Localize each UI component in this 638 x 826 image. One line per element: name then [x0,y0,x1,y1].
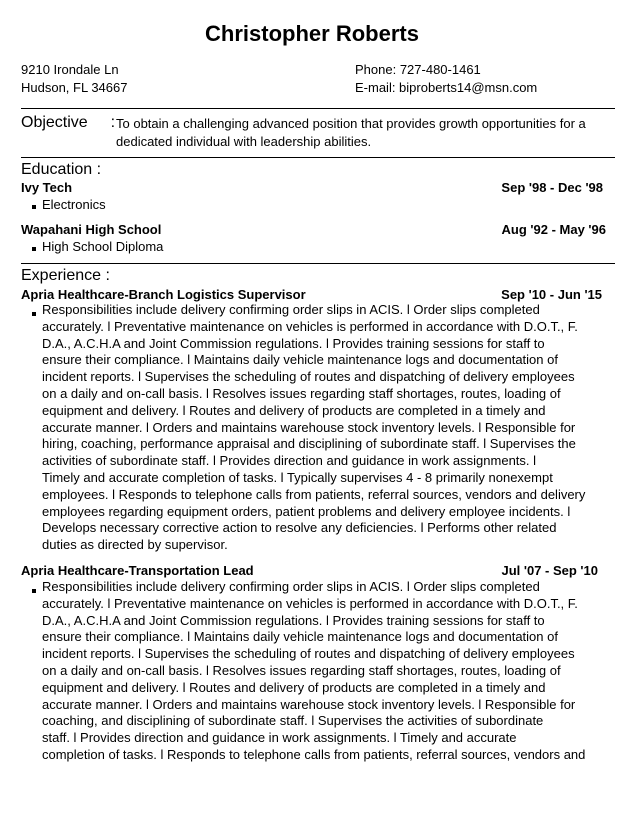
experience-dates: Jul '07 - Sep '10 [501,563,598,578]
description-line: staff. l Provides direction and guidance in work assignments. l Timely and accurate [42,730,517,746]
description-line: accurately. l Preventative maintenance on vehicles is performed in accordance with D.O.T., F. [42,318,578,334]
experience-description [42,579,586,764]
description-line: duties as directed by supervisor. [42,537,228,553]
description-line: employees regarding equipment orders, patient problems and delivery employee incidents. l [42,503,571,519]
description-line: on a daily and on-call basis. l Resolves issues regarding staff shortages, routes, loading of [42,662,561,678]
description-line: D.A., A.C.H.A and Joint Commission regulations. l Provides training sessions for staff to [42,612,545,628]
description-line: on a daily and on-call basis. l Resolves issues regarding staff shortages, routes, loading of [42,385,561,401]
description-line: accurate manner. l Orders and maintains warehouse stock inventory levels. l Responsible for [42,696,576,712]
description-line: Timely and accurate completion of tasks. l Typically supervises 4 - 8 primarily nonexempt [42,469,553,485]
objective-line: To obtain a challenging advanced position that provides growth opportunities for a [116,116,586,131]
objective-line: dedicated individual with leadership abilities. [116,134,372,149]
education-dates: Sep '98 - Dec '98 [501,180,603,195]
description-line: accurately. l Preventative maintenance on vehicles is performed in accordance with D.O.T., F. [42,595,578,611]
candidate-name: Christopher Roberts [205,21,419,46]
description-line: activities of subordinate staff. l Provides direction and guidance in work assignments. l [42,453,537,469]
objective-text [116,115,596,151]
description-line: equipment and delivery. l Routes and delivery of products are completed in a timely and [42,679,546,695]
experience-description [42,302,586,554]
objective-heading [21,113,115,133]
description-line: accurate manner. l Orders and maintains warehouse stock inventory levels. l Responsible for [42,419,576,435]
description-line: ensure their compliance. l Maintains daily vehicle maintenance logs and documentation of [42,629,558,645]
bullet-icon [32,205,36,209]
description-line: D.A., A.C.H.A and Joint Commission regulations. l Provides training sessions for staff to [42,335,545,351]
bullet-icon [32,247,36,251]
description-line: incident reports. l Supervises the scheduling of routes and dispatching of delivery employees [42,646,575,662]
experience-dates: Sep '10 - Jun '15 [501,287,602,302]
education-school: Ivy Tech [21,180,73,195]
description-line: hiring, coaching, performance appraisal and disciplining of subordinate staff. l Supervises the [42,436,576,452]
objective-title: Objective [21,114,88,131]
divider-education [21,157,615,158]
email-address: E-mail: biproberts14@msn.com [355,80,538,95]
description-line: incident reports. l Supervises the scheduling of routes and dispatching of delivery employees [42,369,575,385]
education-detail: High School Diploma [42,239,164,254]
address-line-1: 9210 Irondale Ln [21,62,119,77]
education-detail: Electronics [42,197,106,212]
bullet-icon [32,589,36,593]
description-line: Responsibilities include delivery confirming order slips in ACIS. l Order slips completed [42,579,540,594]
description-line: equipment and delivery. l Routes and delivery of products are completed in a timely and [42,402,546,418]
phone-number: Phone: 727-480-1461 [355,62,481,77]
description-line: Develops necessary corrective action to resolve any deficiencies. l Performs other related [42,520,557,536]
experience-role: Apria Healthcare-Branch Logistics Supervisor [21,287,306,302]
education-dates: Aug '92 - May '96 [501,222,606,237]
description-line: ensure their compliance. l Maintains daily vehicle maintenance logs and documentation of [42,352,558,368]
divider-objective [21,108,615,109]
address-line-2: Hudson, FL 34667 [21,80,128,95]
experience-heading: Experience : [21,267,110,284]
experience-role: Apria Healthcare-Transportation Lead [21,563,254,578]
bullet-icon [32,312,36,316]
description-line: completion of tasks. l Responds to telephone calls from patients, referral sources, vendors and [42,746,586,762]
description-line: employees. l Responds to telephone calls from patients, referral sources, vendors and delivery [42,486,586,502]
objective-separator: : [110,114,116,131]
description-line: Responsibilities include delivery confirming order slips in ACIS. l Order slips completed [42,302,540,317]
description-line: coaching, and disciplining of subordinate staff. l Supervises the activities of subordinate [42,713,544,729]
education-school: Wapahani High School [21,222,162,237]
education-heading: Education : [21,161,102,178]
divider-experience [21,263,615,264]
